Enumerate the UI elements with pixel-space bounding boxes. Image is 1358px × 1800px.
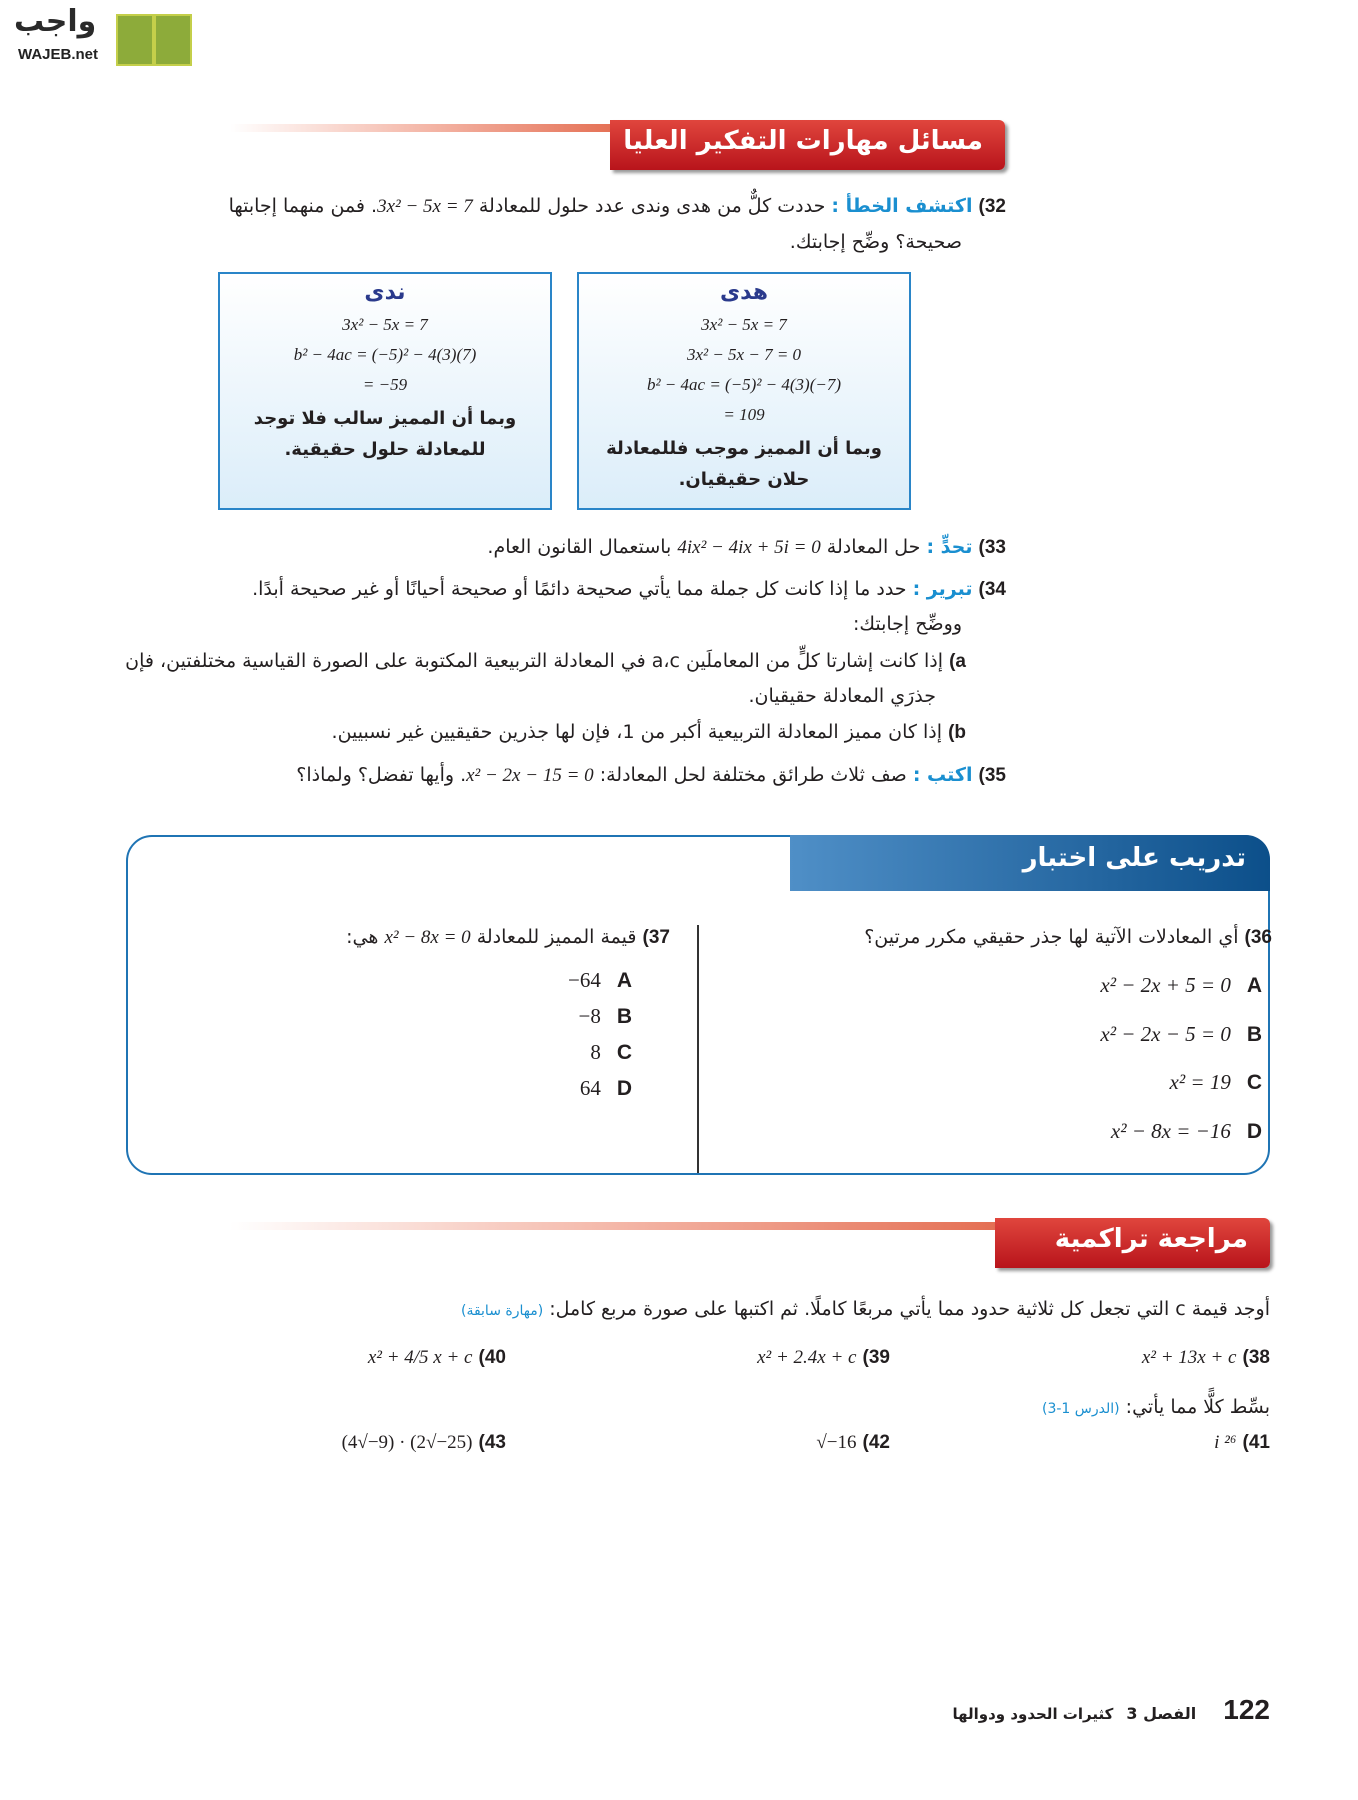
wajeb-logo: واجب WAJEB.net	[8, 4, 193, 68]
question-36: 36) أي المعادلات الآتية لها جذر حقيقي مكرر مرتين؟	[864, 926, 1272, 948]
q36-option-a[interactable]: Ax² − 2x + 5 = 0	[1100, 973, 1262, 997]
q37-option-a[interactable]: A−64	[567, 968, 632, 992]
question-35: 35) اكتب : صف ثلاث طرائق مختلفة لحل المعادلة: x² − 2x − 15 = 0. وأيها تفضل؟ ولماذا؟	[296, 764, 1006, 786]
page-footer: 122 الفصل 3 كثيرات الحدود ودوالها	[952, 1694, 1270, 1725]
q37-option-b[interactable]: B−8	[578, 1004, 632, 1028]
question-37: 37) قيمة المميز للمعادلة x² − 8x = 0 هي:	[346, 926, 670, 948]
q37-option-d[interactable]: D64	[579, 1076, 632, 1100]
problem-43: 43) (4√−9) · (2√−25)	[341, 1432, 506, 1453]
q37-option-c[interactable]: C8	[590, 1040, 632, 1064]
book-icon	[114, 8, 194, 66]
section-title: مسائل مهارات التفكير العليا	[610, 120, 1005, 170]
question-32-line2: صحيحة؟ وضِّح إجابتك.	[789, 231, 962, 253]
divider	[230, 1222, 1000, 1230]
problem-42: 42) √−16	[816, 1432, 890, 1453]
nada-solution-box: ندى 3x² − 5x = 7 b² − 4ac = (−5)² − 4(3)(7) = −59 وبما أن المميز سالب فلا توجد للمعادلة حلول حقيقية.	[218, 272, 552, 510]
problem-38: 38) x² + 13x + c	[1141, 1347, 1270, 1368]
huda-solution-box: هدى 3x² − 5x = 7 3x² − 5x − 7 = 0 b² − 4ac = (−5)² − 4(3)(−7) = 109 وبما أن المميز موجب فللمعادلة حلان حقيقيان.	[577, 272, 911, 510]
problem-40: 40) x² + 4/5 x + c	[367, 1347, 506, 1368]
review-instruction-1: أوجد قيمة c التي تجعل كل ثلاثية حدود مما يأتي مربعًا كاملًا. ثم اكتبها على صورة مربع كامل: (مهارة سابقة)	[460, 1298, 1270, 1320]
column-divider	[697, 925, 699, 1173]
problem-41: 41) i ²⁶	[1214, 1432, 1270, 1453]
problem-39: 39) x² + 2.4x + c	[757, 1347, 890, 1368]
test-practice-title: تدريب على اختبار	[790, 835, 1270, 891]
question-34a-line2: جذرَي المعادلة حقيقيان.	[748, 685, 936, 707]
question-34: 34) تبرير : حدد ما إذا كانت كل جملة مما يأتي صحيحة دائمًا أو صحيحة أحيانًا أو غير صحيحة أبدًا.	[252, 578, 1006, 600]
q36-option-b[interactable]: Bx² − 2x − 5 = 0	[1100, 1022, 1262, 1046]
review-title: مراجعة تراكمية	[995, 1218, 1270, 1268]
question-34b: b) إذا كان مميز المعادلة التربيعية أكبر من 1، فإن لها جذرين حقيقيين غير نسبيين.	[331, 721, 966, 743]
question-32: 32) اكتشف الخطأ : حددت كلٌّ من هدى وندى عدد حلول للمعادلة 3x² − 5x = 7. فمن منهما إجابتها	[228, 195, 1006, 217]
q36-option-c[interactable]: Cx² = 19	[1169, 1070, 1262, 1094]
review-instruction-2: بسِّط كلًّا مما يأتي: (الدرس 1-3)	[1041, 1396, 1270, 1418]
question-34-line2: ووضِّح إجابتك:	[852, 613, 962, 635]
question-33: 33) تحدٍّ : حل المعادلة 4ix² − 4ix + 5i = 0 باستعمال القانون العام.	[487, 536, 1006, 558]
q36-option-d[interactable]: Dx² − 8x = −16	[1110, 1119, 1262, 1143]
divider	[230, 124, 620, 132]
question-34a: a) إذا كانت إشارتا كلٍّ من المعاملَين a،c في المعادلة التربيعية المكتوبة على الصورة القياسية مختلفتين، فإن	[125, 650, 966, 672]
